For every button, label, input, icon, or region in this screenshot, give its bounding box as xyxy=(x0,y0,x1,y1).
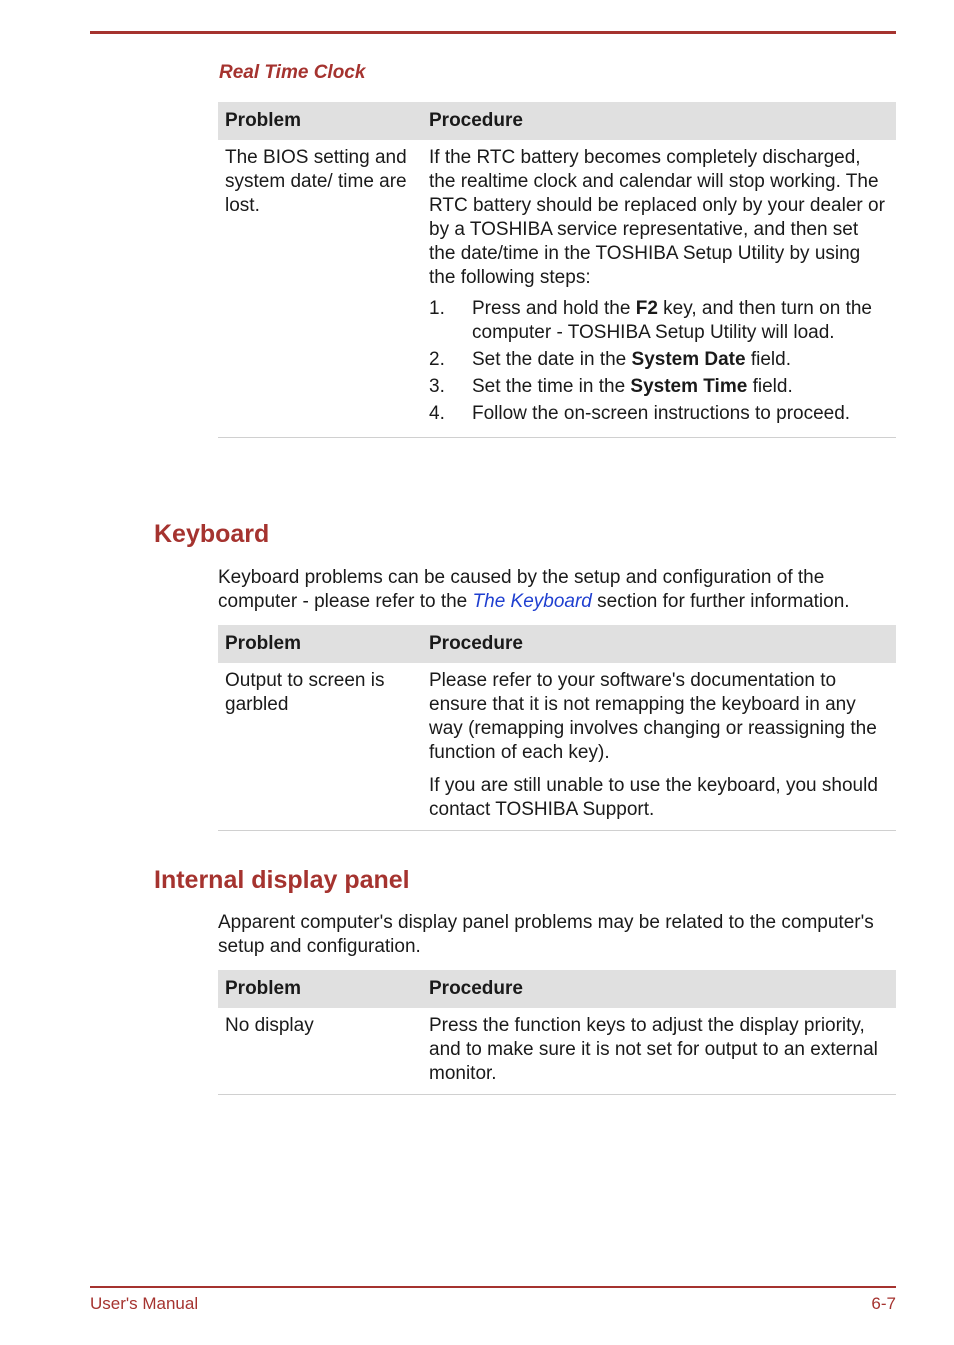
table-header-row xyxy=(218,102,896,140)
page-number: 6-7 xyxy=(871,1294,896,1313)
problem-cell: The BIOS setting and system date/ time are lost. xyxy=(218,140,422,438)
header-rule xyxy=(90,31,896,34)
procedure-steps xyxy=(429,297,889,426)
keyboard-intro: Keyboard problems can be caused by the setup and configuration of the computer - please refer to the The Keyboard section for further information. xyxy=(218,567,850,612)
procedure-cell xyxy=(422,663,896,831)
table-row xyxy=(218,1008,896,1095)
footer-manual-title: User's Manual xyxy=(90,1294,199,1313)
rtc-table xyxy=(218,102,896,438)
table-header-row xyxy=(218,970,896,1008)
procedure-text: Please refer to your software's documentation to ensure that it is not remapping the keyboard in any way (remapping involves changing or reassigning the function of each key). xyxy=(429,670,877,763)
procedure-cell: Press the function keys to adjust the display priority, and to make sure it is not set for output to an external monitor. xyxy=(422,1008,896,1095)
list-item xyxy=(429,297,889,345)
table-header-row xyxy=(218,625,896,663)
display-section-title: Internal display panel xyxy=(154,866,410,894)
step-text: Press and hold the F2 key, and then turn on the computer - TOSHIBA Setup Utility will load. xyxy=(472,298,872,343)
column-header-procedure: Procedure xyxy=(422,102,896,140)
procedure-text: If the RTC battery becomes completely discharged, the realtime clock and calendar will stop working. The RTC battery should be replaced only by your dealer or by a TOSHIBA service representative, and then set the date/time in the TOSHIBA Setup Utility by using the following steps: xyxy=(429,147,885,288)
list-item xyxy=(429,375,889,399)
list-item xyxy=(429,348,889,372)
keyboard-table xyxy=(218,625,896,831)
column-header-procedure: Procedure xyxy=(422,625,896,663)
problem-cell: No display xyxy=(218,1008,422,1095)
problem-cell: Output to screen is garbled xyxy=(218,663,422,831)
table-row xyxy=(218,140,896,438)
the-keyboard-link[interactable]: The Keyboard xyxy=(472,591,592,612)
step-number: 1. xyxy=(429,298,445,319)
rtc-subheading: Real Time Clock xyxy=(219,62,366,83)
list-item xyxy=(429,402,889,426)
keyboard-section-title: Keyboard xyxy=(154,520,270,548)
step-text: Set the date in the System Date field. xyxy=(472,349,791,370)
column-header-problem: Problem xyxy=(218,625,422,663)
footer-rule xyxy=(90,1286,896,1288)
step-number: 4. xyxy=(429,403,445,424)
procedure-text: If you are still unable to use the keyboard, you should contact TOSHIBA Support. xyxy=(429,775,878,820)
column-header-procedure: Procedure xyxy=(422,970,896,1008)
step-number: 3. xyxy=(429,376,445,397)
step-text: Set the time in the System Time field. xyxy=(472,376,793,397)
display-intro: Apparent computer's display panel problems may be related to the computer's setup and configuration. xyxy=(218,912,874,957)
column-header-problem: Problem xyxy=(218,970,422,1008)
step-number: 2. xyxy=(429,349,445,370)
display-table xyxy=(218,970,896,1095)
procedure-cell xyxy=(422,140,896,438)
step-text: Follow the on-screen instructions to proceed. xyxy=(472,403,851,424)
table-row xyxy=(218,663,896,831)
column-header-problem: Problem xyxy=(218,102,422,140)
